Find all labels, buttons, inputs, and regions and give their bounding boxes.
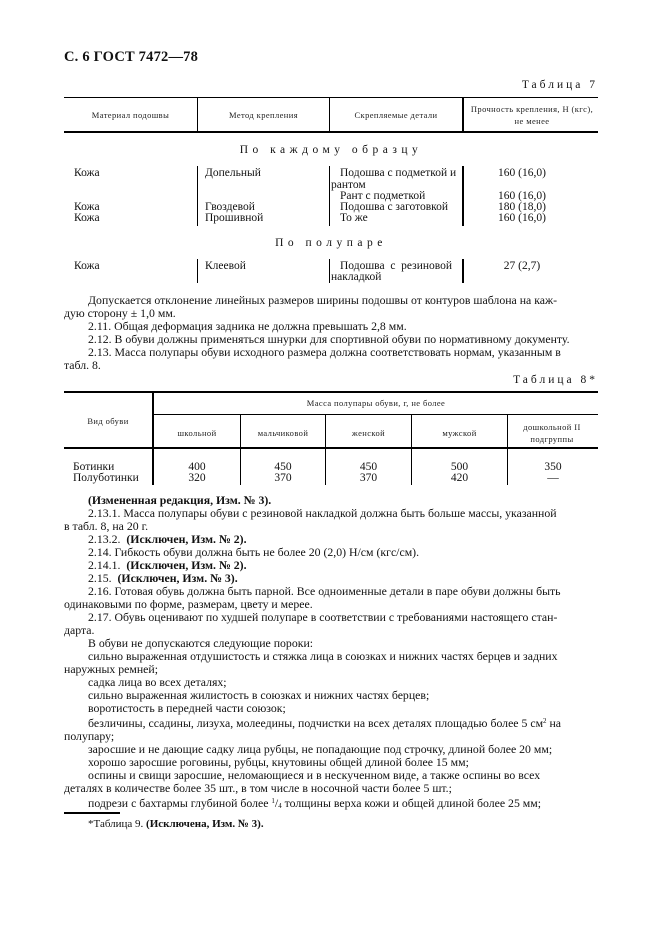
table7-caption: Таблица 7	[521, 79, 598, 91]
cell-value: 420	[450, 472, 469, 484]
table7-top-rule	[64, 97, 598, 98]
cell-method: Прошивной	[205, 212, 264, 224]
cell-material: Кожа	[74, 201, 100, 213]
text-span: на	[546, 716, 562, 730]
table8-col: дошкольной II подгруппы	[523, 422, 581, 444]
cell-parts: Подошва с резиновой	[340, 260, 453, 272]
cell-value: 370	[274, 472, 292, 484]
footnote	[88, 818, 264, 830]
table7-col-divider	[462, 97, 464, 132]
paragraph-line: полупару;	[64, 729, 115, 743]
cell-method: Допельный	[205, 167, 261, 179]
cell-strength: 180 (18,0)	[498, 201, 546, 213]
clause-number: 2.15.	[88, 571, 112, 585]
cell-value: 370	[359, 472, 378, 484]
cell-strength: 160 (16,0)	[498, 212, 546, 224]
cell-value: 320	[188, 472, 206, 484]
cell-parts: Подошва с подметкой и	[340, 167, 457, 179]
paragraph-line: 2.12. В обуви должны применяться шнурки для спортивной обуви по нормативному документу.	[88, 332, 570, 346]
table8-header-rule	[64, 447, 598, 449]
page-header: С. 6 ГОСТ 7472—78	[64, 49, 199, 65]
paragraph-line: подрези с бахтармы глубиной более $^1/_4$ толщины верха кожи и общей длиной более 25 мм;	[88, 796, 542, 810]
cell-type: Полуботинки	[73, 472, 139, 484]
table8-col: школьной	[177, 428, 217, 438]
paragraph-line: 2.11. Общая деформация задника не должна превышать 2,8 мм.	[88, 319, 407, 333]
paragraph-line: деталях в количестве более 35 шт., в том числе в носочной части более 5 шт.;	[64, 781, 452, 795]
paragraph-line	[64, 715, 599, 730]
table8-col: мальчиковой	[257, 428, 309, 438]
cell-parts-cont: рантом	[331, 179, 366, 191]
cell-strength: 160 (16,0)	[498, 167, 546, 179]
table8-row-header: Вид обуви	[87, 416, 129, 426]
fraction-denominator: 4	[278, 802, 282, 810]
table8-subheader-rule	[153, 414, 598, 415]
table7-col-divider	[462, 166, 464, 226]
cell-method: Клеевой	[205, 260, 246, 272]
table8-col: женской	[351, 428, 386, 438]
cell-parts: Рант с подметкой	[340, 190, 426, 202]
body-text-a	[64, 294, 599, 372]
table7-col-divider	[197, 259, 198, 283]
paragraph-line: наружных ремней;	[64, 662, 159, 676]
paragraph-line: 2.13. Масса полупары обуви исходного размера должна соответствовать нормам, указанным в	[88, 345, 561, 359]
cell-strength: 160 (16,0)	[498, 190, 546, 202]
amendment-note: (Исключен, Изм. № 3).	[117, 571, 238, 585]
fraction-numerator: 1	[271, 797, 275, 805]
paragraph-line: 2.17. Обувь оценивают по худшей полупаре в соответствии с требованиями настоящего стан-	[88, 610, 558, 624]
cell-parts-cont: накладкой	[331, 271, 382, 283]
table8-group-header: Масса полупары обуви, г, не более	[306, 398, 446, 408]
cell-value: 400	[188, 461, 206, 473]
paragraph-line: садка лица во всех деталях;	[88, 675, 227, 689]
paragraph-line: заросшие и не дающие садку лица рубцы, не попадающие под строчку, длиной более 20 мм;	[88, 742, 553, 756]
paragraph-line: воротистость в передней части союзок;	[88, 701, 286, 715]
paragraph-line: хорошо заросшие роговины, рубцы, кнутовины общей длиной более 15 мм;	[88, 755, 469, 769]
paragraph-line: (Измененная редакция, Изм. № 3).	[88, 493, 272, 507]
paragraph-line: сильно выраженная жилистость в союзках и нижних частях берцев;	[88, 688, 430, 702]
paragraph-line: 2.16. Готовая обувь должна быть парной. Все одноименные детали в паре обуви должны быть	[88, 584, 561, 598]
paragraph-line: В обуви не допускаются следующие пороки:	[88, 636, 314, 650]
footnote-amendment: (Исключена, Изм. № 3).	[146, 818, 264, 830]
cell-value: 450	[359, 461, 378, 473]
table8-top-rule	[64, 391, 598, 393]
superscript: 2	[543, 717, 547, 725]
table7-col-divider	[329, 259, 330, 283]
table7-col-material: Материал подошвы	[91, 110, 170, 120]
paragraph-line: табл. 8.	[64, 358, 101, 372]
paragraph-line: 2.13.1. Масса полупары обуви с резиновой накладкой должна быть больше массы, указанной	[88, 506, 557, 520]
clause-number: 2.14.1.	[88, 558, 121, 572]
paragraph-line: 2.14. Гибкость обуви должна быть не более 20 (2,0) Н/см (кгс/см).	[88, 545, 420, 559]
cell-strength: 27 (2,7)	[503, 260, 541, 272]
cell-parts: То же	[340, 212, 368, 224]
table8-caption: Таблица 8*	[513, 374, 598, 386]
cell-value: 450	[274, 461, 292, 473]
table7-col-parts: Скрепляемые детали	[354, 110, 438, 120]
table8-col: мужской	[442, 428, 477, 438]
clause-number: 2.13.2.	[88, 532, 121, 546]
text-span: толщины верха кожи и общей длиной более 25 мм;	[281, 796, 542, 810]
paragraph-line: в табл. 8, на 20 г.	[64, 519, 149, 533]
table7-col-method: Метод крепления	[229, 110, 298, 120]
text-span: подрези с бахтармы глубиной более	[88, 796, 272, 810]
table7-header-rule	[64, 131, 598, 133]
cell-material: Кожа	[74, 212, 100, 224]
paragraph-line: одинаковыми по форме, размерам, цвету и мерее.	[64, 597, 313, 611]
text-span: безличины, ссадины, лизуха, молеедины, подчистки на всех деталях площадью более 5 см	[88, 716, 544, 730]
cell-value: 500	[450, 461, 469, 473]
amendment-note: (Исключен, Изм. № 2).	[126, 532, 247, 546]
footnote-rule	[64, 812, 120, 814]
table7-col-divider	[197, 166, 198, 226]
footnote-text: *Таблица 9.	[88, 818, 147, 830]
table7-col-divider	[329, 166, 330, 226]
cell-value: —	[547, 472, 559, 484]
paragraph-line: дую сторону ± 1,0 мм.	[64, 306, 176, 320]
body-text-b	[64, 494, 599, 813]
cell-material: Кожа	[74, 260, 100, 272]
paragraph-line: дарта.	[64, 623, 95, 637]
table7-col-divider	[462, 259, 464, 283]
cell-method: Гвоздевой	[205, 201, 255, 213]
table7-section2-title: По полупаре	[275, 237, 387, 249]
amendment-note: (Исключен, Изм. № 2).	[126, 558, 247, 572]
cell-material: Кожа	[74, 167, 100, 179]
cell-value: 350	[544, 461, 562, 473]
paragraph-line: сильно выраженная отдушистость и стяжка лица в союзках и нижних частях берцев и задних	[88, 649, 558, 663]
table7-section1-title: По каждому образцу	[239, 144, 423, 156]
paragraph-line: Допускается отклонение линейных размеров ширины подошвы от контуров шаблона на каж-	[88, 293, 558, 307]
paragraph-line: оспины и свищи заросшие, неломающиеся и в нескученном виде, а также оспины во всех	[88, 768, 541, 782]
cell-type: Ботинки	[73, 461, 115, 473]
cell-parts: Подошва с заготовкой	[340, 201, 449, 213]
table7-col-strength: Прочность крепления, Н (кгс), не менее	[470, 104, 594, 126]
